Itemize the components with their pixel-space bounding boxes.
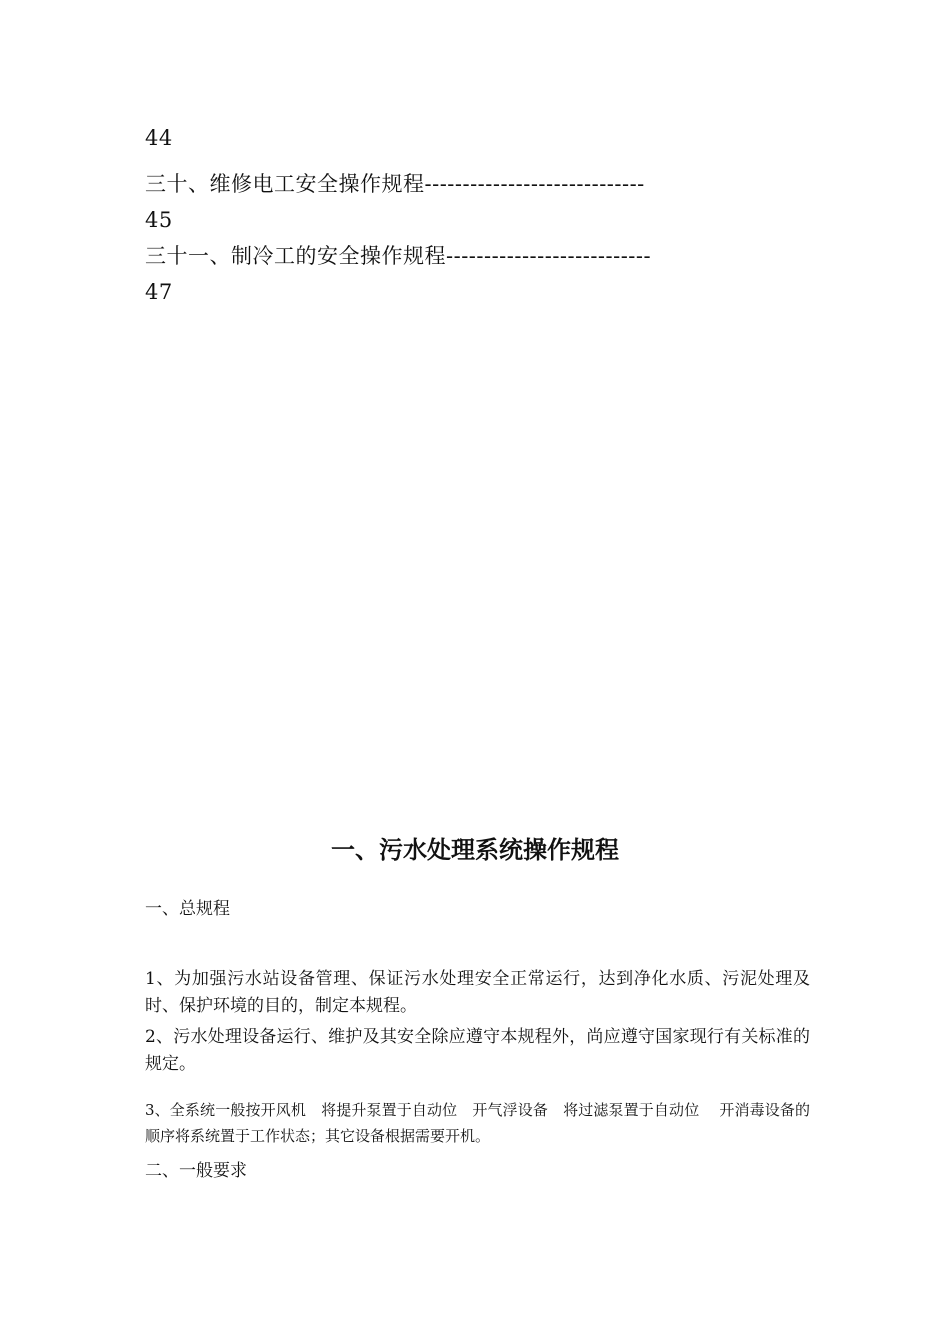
section-heading-general-requirements: 二、一般要求 [145,1161,247,1181]
paragraph-1: 1、为加强污水站设备管理、保证污水处理安全正常运行，达到净化水质、污泥处理及时、保护环境的目的，制定本规程。 [145,969,810,1016]
toc-page-number: 47 [145,280,173,304]
toc-entry-30[interactable] [145,166,810,238]
toc-page-number: 45 [145,208,173,232]
toc-entry-31[interactable] [145,238,810,310]
toc-page-number: 44 [145,126,173,150]
toc-entry-page-only [145,120,810,156]
chapter-title: 一、污水处理系统操作规程 [331,836,619,864]
paragraph-3: 3、全系统一般按开风机 将提升泵置于自动位 开气浮设备 将过滤泵置于自动位 开消毒设备的顺序将系统置于工作状态；其它设备根据需要开机。 [145,1101,810,1145]
paragraph-2: 2、污水处理设备运行、维护及其安全除应遵守本规程外，尚应遵守国家现行有关标准的规定。 [145,1027,810,1074]
section-heading-general-rules: 一、总规程 [145,899,230,919]
toc-entry-title: 三十一、制冷工的安全操作规程--------------------------- [145,244,652,268]
toc-entry-title: 三十、维修电工安全操作规程----------------------------- [145,172,645,196]
